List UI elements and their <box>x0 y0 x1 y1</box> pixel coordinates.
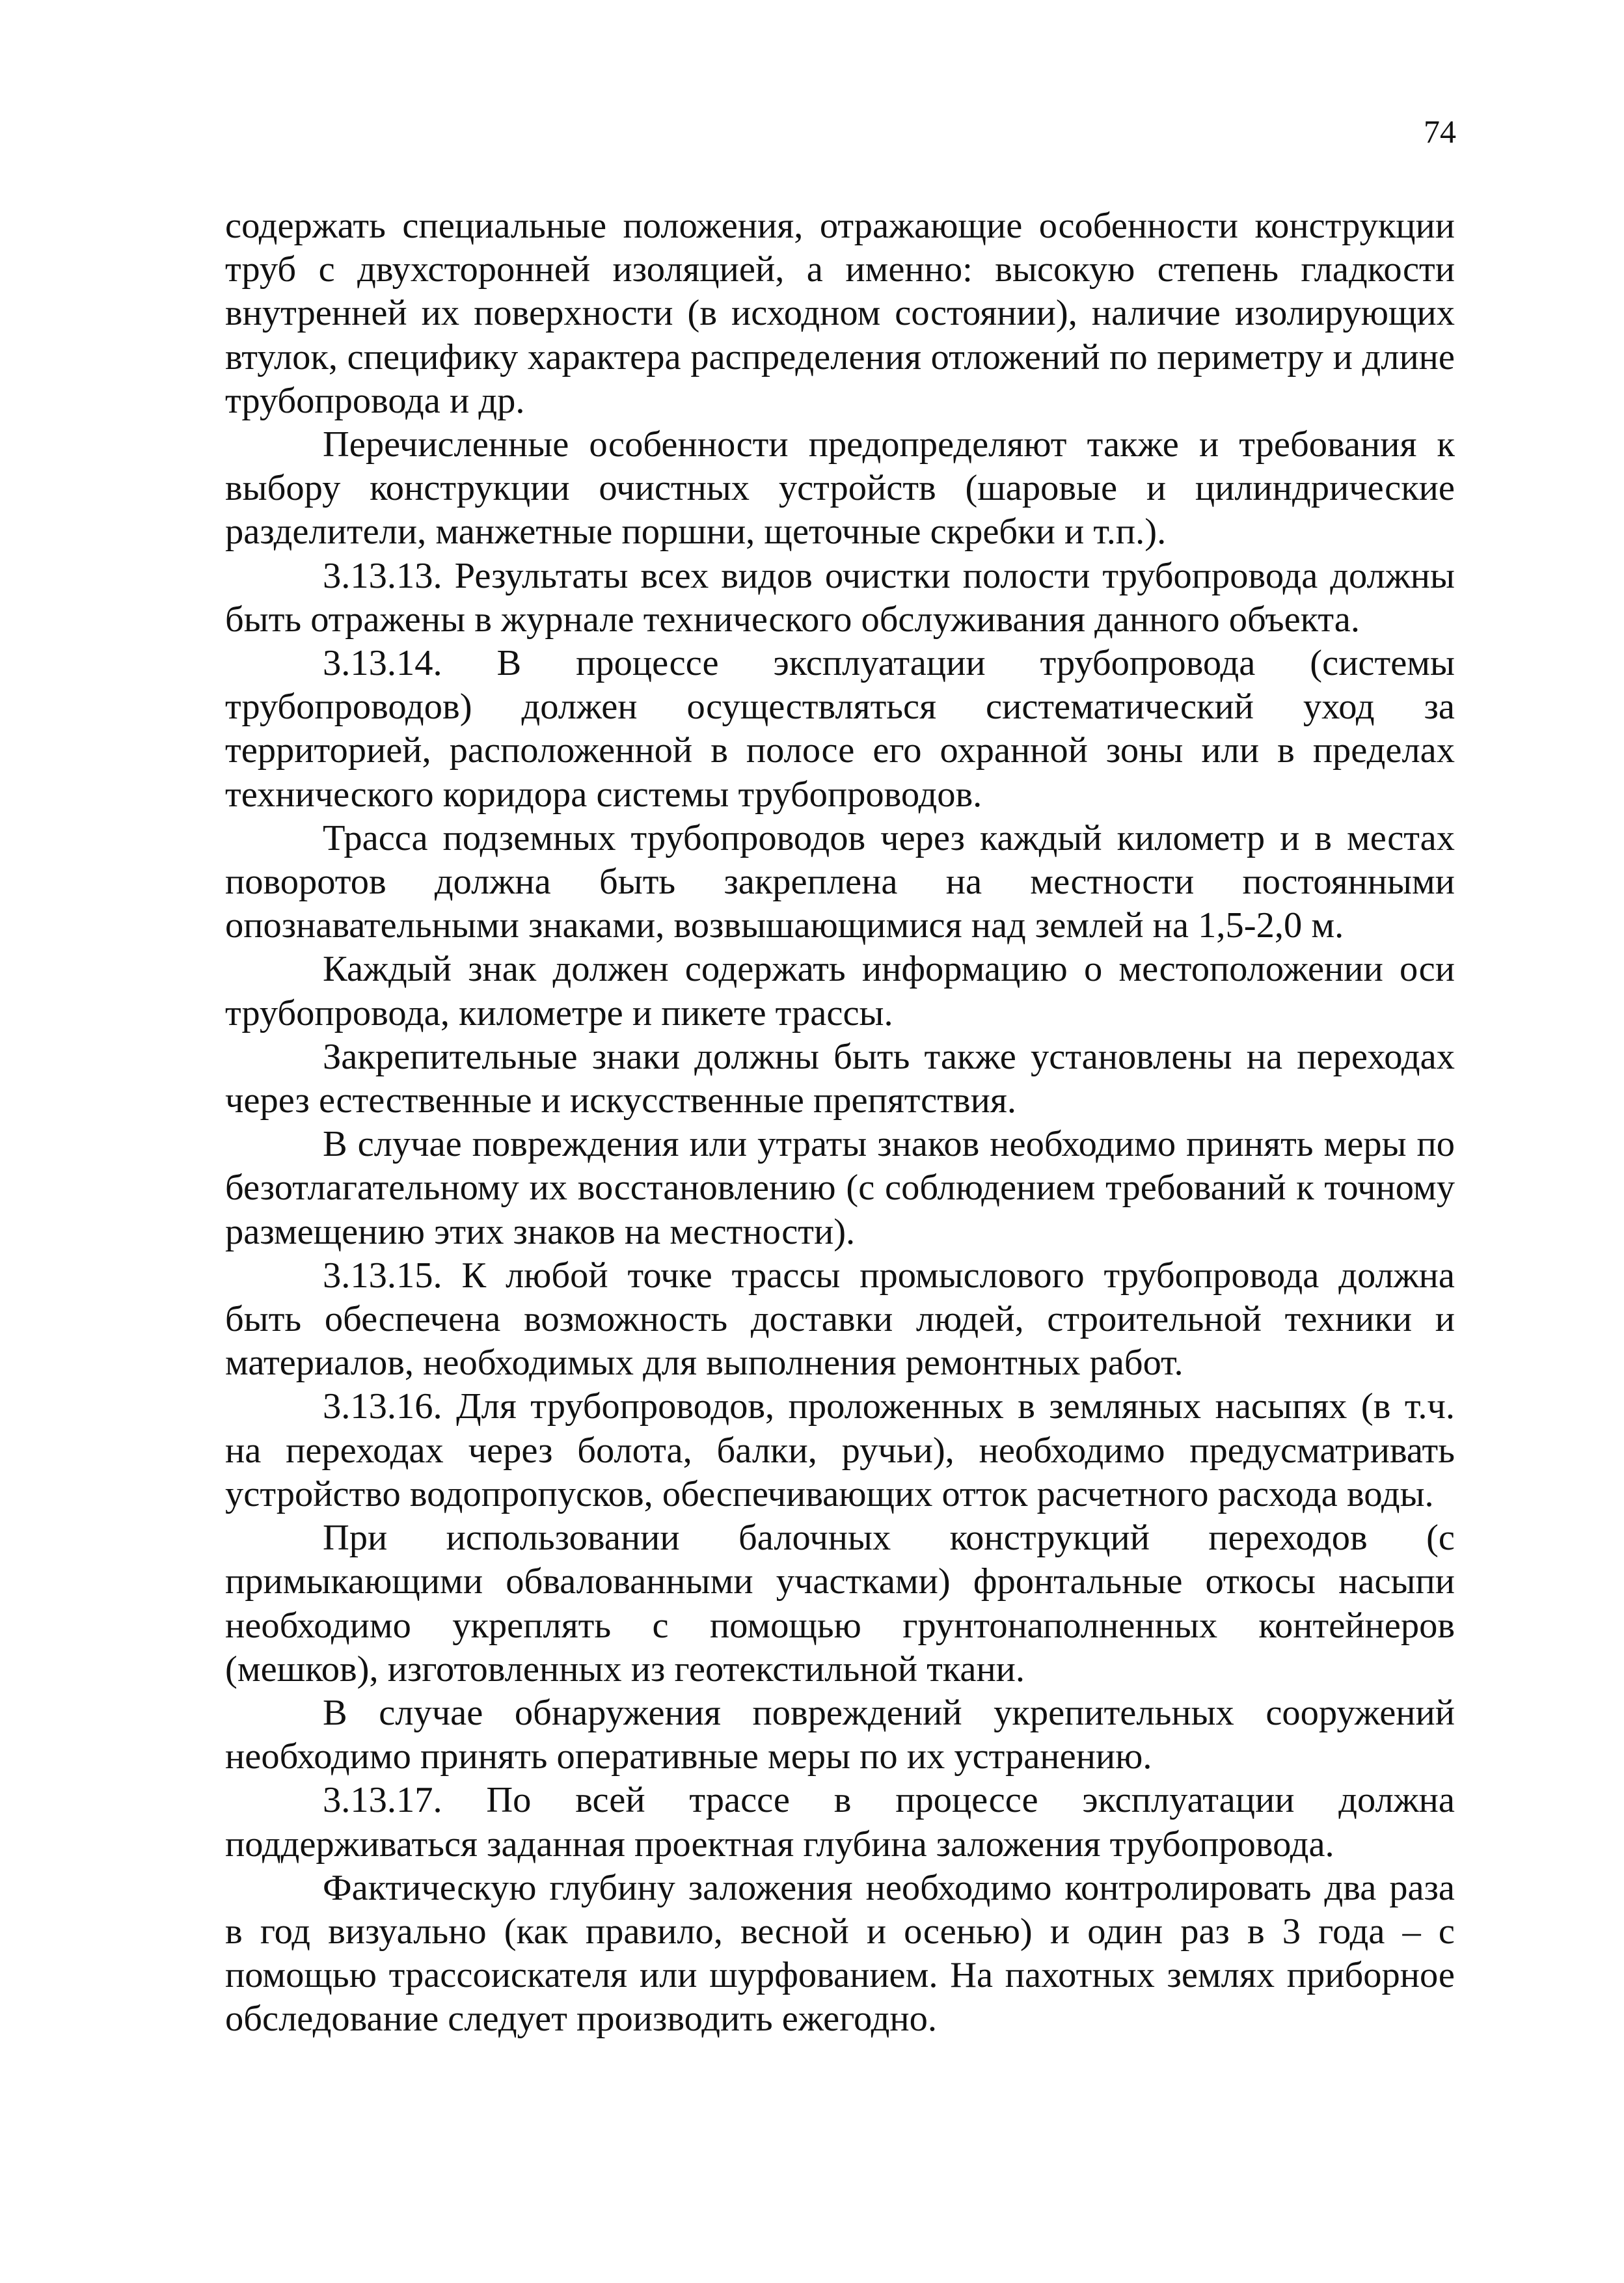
paragraph: 3.13.16. Для трубопроводов, проложенных в земляных насыпях (в т.ч. на переходах через болота, балки, ручьи), необходимо предусматривать устройство водопропусков, обеспечивающих отток расчетного расхода воды. <box>225 1386 1455 1514</box>
paragraph: 3.13.15. К любой точке трассы промыслового трубопровода должна быть обеспечена возможность доставки людей, строительной техники и материалов, необходимых для выполнения ремонтных работ. <box>225 1255 1455 1384</box>
paragraph: 3.13.14. В процессе эксплуатации трубопровода (системы трубопроводов) должен осуществляться систематический уход за территорией, расположенной в полосе его охранной зоны или в пределах технического коридора системы трубопроводов. <box>225 643 1455 815</box>
paragraph: Перечисленные особенности предопределяют также и требования к выбору конструкции очистных устройств (шаровые и цилиндрические разделители, манжетные поршни, щеточные скребки и т.п.). <box>225 424 1455 553</box>
paragraph: 3.13.17. По всей трассе в процессе эксплуатации должна поддерживаться заданная проектная глубина заложения трубопровода. <box>225 1780 1455 1865</box>
page-number: 74 <box>1424 113 1456 150</box>
paragraph: Каждый знак должен содержать информацию о местоположении оси трубопровода, километре и пикете трассы. <box>225 949 1455 1033</box>
paragraph: В случае повреждения или утраты знаков необходимо принять меры по безотлагательному их восстановлению (с соблюдением требований к точному размещению этих знаков на местности). <box>225 1124 1455 1252</box>
paragraph: 3.13.13. Результаты всех видов очистки полости трубопровода должны быть отражены в журнале технического обслуживания данного объекта. <box>225 555 1455 640</box>
paragraph: В случае обнаружения повреждений укрепительных сооружений необходимо принять оперативные меры по их устранению. <box>225 1692 1455 1777</box>
paragraph: Трасса подземных трубопроводов через каждый километр и в местах поворотов должна быть закреплена на местности постоянными опознавательными знаками, возвышающимися над землей на 1,5-2,0 м. <box>225 817 1455 946</box>
document-body <box>225 204 1455 2042</box>
paragraph: содержать специальные положения, отражающие особенности конструкции труб с двухсторонней изоляцией, а именно: высокую степень гладкости внутренней их поверхности (в исходном состоянии), наличие изолирующих втулок, специфику характера распределения отложений по периметру и длине трубопровода и др. <box>225 206 1455 421</box>
paragraph: Фактическую глубину заложения необходимо контролировать два раза в год визуально (как правило, весной и осенью) и один раз в 3 года – с помощью трассоискателя или шурфованием. На пахотных землях приборное обследование следует производить ежегодно. <box>225 1867 1455 2040</box>
paragraph: При использовании балочных конструкций переходов (с примыкающими обвалованными участками) фронтальные откосы насыпи необходимо укреплять с помощью грунтонаполненных контейнеров (мешков), изготовленных из геотекстильной ткани. <box>225 1518 1455 1689</box>
paragraph: Закрепительные знаки должны быть также установлены на переходах через естественные и искусственные препятствия. <box>225 1036 1455 1121</box>
